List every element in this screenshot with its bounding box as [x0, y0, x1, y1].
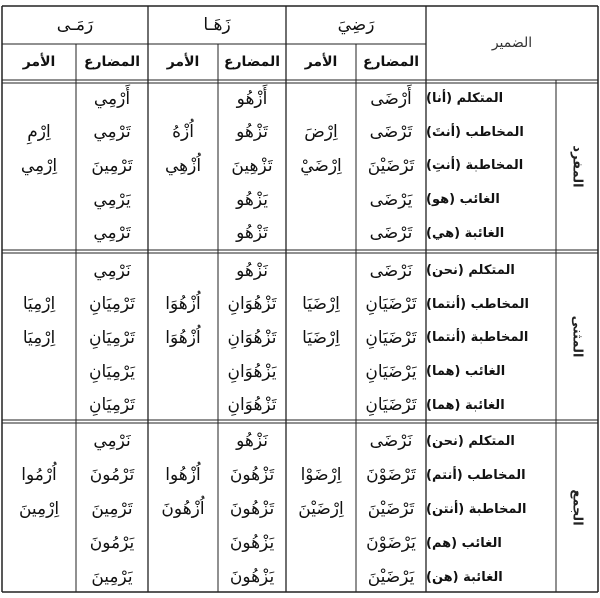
pronoun-cell: المتكلم (نحن) — [426, 433, 515, 449]
zaha-imperative — [148, 82, 218, 116]
pronoun-cell: المخاطبة (أنتما) — [426, 330, 529, 346]
pronoun-cell: المتكلم (أنا) — [426, 91, 504, 107]
rama-present: نَرْمِي — [93, 431, 131, 451]
radiya-imperative — [286, 82, 356, 116]
radiya-present: تَرْضَيْنَ — [367, 155, 415, 176]
zaha-imperative — [148, 254, 218, 288]
pronoun-cell: الغائب (هما) — [426, 364, 506, 380]
zaha-present: يَزْهُوَانِ — [227, 361, 277, 382]
zaha-present: نَزْهُو — [236, 260, 268, 281]
rama-present: نَرْمِي — [93, 260, 131, 281]
group-label-text: المفرد — [569, 144, 585, 188]
radiya-imperative — [286, 216, 356, 250]
rama-imperative: اُرْمُوا — [21, 465, 57, 485]
rama-imperative: اِرْمِينَ — [18, 499, 60, 519]
present-tense-header: المضارع — [223, 54, 281, 70]
radiya-present: تَرْضَى — [369, 223, 413, 244]
pronoun-cell: المخاطب (أنتَ) — [426, 124, 524, 140]
radiya-imperative: اِرْضَ — [304, 122, 338, 143]
radiya-present: يَرْضَى — [369, 189, 413, 210]
zaha-imperative — [148, 526, 218, 560]
radiya-imperative — [286, 526, 356, 560]
zaha-imperative: اُزْهُوَا — [165, 327, 201, 348]
radiya-imperative — [286, 355, 356, 389]
rama-imperative — [2, 526, 76, 560]
radiya-present: يَرْضَيَانِ — [365, 361, 417, 382]
radiya-imperative: اِرْضَيَا — [302, 294, 340, 315]
pronoun-cell: المخاطبة (أنتِ) — [426, 158, 524, 174]
zaha-present: يَزْهُو — [236, 189, 268, 210]
pronoun-cell: الغائب (هم) — [426, 535, 502, 551]
zaha-imperative — [148, 424, 218, 458]
imperative-header: الأمر — [304, 54, 338, 70]
rama-imperative — [2, 216, 76, 250]
zaha-present: تَزْهُوَانِ — [227, 395, 277, 416]
radiya-present: تَرْضَيَانِ — [365, 294, 417, 315]
imperative-header: الأمر — [22, 54, 56, 70]
pronoun-cell: المتكلم (نحن) — [426, 263, 515, 279]
zaha-imperative: اُزْهُ — [172, 122, 194, 143]
rama-present: تَرْمُونَ — [89, 465, 135, 485]
group-label-text: المثنى — [569, 315, 585, 357]
radiya-present: تَرْضَيَانِ — [365, 395, 417, 416]
verb-header: رَضِيَ — [337, 15, 375, 35]
group-label-text: الجمع — [569, 488, 585, 526]
zaha-present: نَزْهُو — [236, 431, 268, 451]
pronoun-cell: الغائبة (هن) — [426, 569, 503, 585]
rama-imperative — [2, 388, 76, 422]
zaha-imperative: اُزْهِي — [164, 155, 202, 176]
rama-imperative — [2, 424, 76, 458]
present-tense-header: المضارع — [362, 54, 420, 70]
radiya-present: نَرْضَى — [369, 260, 413, 281]
radiya-present: يَرْضَيْنَ — [367, 567, 415, 587]
zaha-imperative: اُزْهُوا — [165, 465, 201, 485]
pronoun-cell: المخاطب (أنتم) — [426, 467, 526, 483]
rama-present: يَرْمِي — [93, 189, 131, 210]
rama-imperative: اِرْمِيَا — [22, 294, 56, 315]
rama-present: يَرْمِينَ — [91, 567, 133, 587]
group-label — [556, 252, 598, 420]
rama-present: تَرْمِينَ — [91, 155, 133, 176]
radiya-imperative: اِرْضَيَا — [302, 327, 340, 348]
zaha-imperative — [148, 388, 218, 422]
radiya-present: تَرْضَيَانِ — [365, 327, 417, 348]
rama-present: تَرْمِي — [93, 223, 131, 244]
radiya-present: تَرْضَيْنَ — [367, 499, 415, 519]
radiya-imperative — [286, 388, 356, 422]
zaha-imperative: اُزْهُونَ — [161, 499, 205, 519]
zaha-present: تَزْهُونَ — [229, 465, 275, 485]
zaha-present: أَزْهُو — [236, 88, 268, 109]
radiya-imperative — [286, 424, 356, 458]
rama-imperative — [2, 183, 76, 217]
zaha-present: يَزْهُونَ — [229, 567, 275, 587]
present-tense-header: المضارع — [83, 54, 141, 70]
radiya-present: يَرْضَوْنَ — [366, 533, 416, 553]
zaha-present: تَزْهُونَ — [229, 499, 275, 519]
zaha-present: تَزْهُو — [236, 122, 268, 143]
rama-imperative: اِرْمِي — [20, 155, 58, 176]
rama-present: تَرْمِيَانِ — [89, 327, 136, 348]
rama-present: تَرْمِيَانِ — [89, 395, 136, 416]
zaha-present: تَزْهُوَانِ — [227, 294, 277, 315]
rama-present: تَرْمِيَانِ — [89, 294, 136, 315]
zaha-present: تَزْهُو — [236, 223, 268, 244]
rama-imperative — [2, 82, 76, 116]
group-label — [556, 422, 598, 592]
rama-present: تَرْمِي — [93, 122, 131, 143]
radiya-imperative: اِرْضَيْنَ — [298, 499, 344, 519]
rama-imperative — [2, 254, 76, 288]
radiya-imperative: اِرْضَوْا — [300, 465, 342, 485]
zaha-imperative — [148, 560, 218, 594]
rama-present: يَرْمُونَ — [89, 533, 135, 553]
rama-imperative — [2, 355, 76, 389]
rama-present: تَرْمِينَ — [91, 499, 133, 519]
verb-header: زَهَـا — [203, 15, 231, 35]
radiya-present: تَرْضَوْنَ — [366, 465, 416, 485]
imperative-header: الأمر — [166, 54, 200, 70]
pronoun-cell: الغائبة (هما) — [426, 397, 505, 413]
radiya-present: أَرْضَى — [370, 88, 412, 109]
zaha-imperative: اُزْهُوَا — [165, 294, 201, 315]
rama-imperative: اِرْمِ — [27, 122, 51, 143]
radiya-present: نَرْضَى — [369, 431, 413, 451]
pronoun-cell: المخاطبة (أنتن) — [426, 501, 527, 517]
pronoun-header: الضمير — [491, 35, 533, 51]
zaha-imperative — [148, 216, 218, 250]
rama-imperative: اِرْمِيَا — [22, 327, 56, 348]
verb-header: رَمَـى — [56, 15, 94, 35]
pronoun-cell: الغائب (هو) — [426, 192, 500, 208]
zaha-present: تَزْهُوَانِ — [227, 327, 277, 348]
radiya-imperative — [286, 183, 356, 217]
rama-present: أَرْمِي — [93, 88, 131, 109]
group-label — [556, 82, 598, 250]
rama-imperative — [2, 560, 76, 594]
radiya-imperative — [286, 254, 356, 288]
zaha-present: يَزْهُونَ — [229, 533, 275, 553]
radiya-present: تَرْضَى — [369, 122, 413, 143]
rama-present: يَرْمِيَانِ — [89, 361, 136, 382]
zaha-present: تَزْهِينَ — [231, 155, 273, 176]
zaha-imperative — [148, 183, 218, 217]
radiya-imperative: اِرْضَيْ — [300, 155, 342, 176]
radiya-imperative — [286, 560, 356, 594]
zaha-imperative — [148, 355, 218, 389]
pronoun-cell: الغائبة (هي) — [426, 225, 505, 241]
pronoun-cell: المخاطب (أنتما) — [426, 296, 529, 312]
